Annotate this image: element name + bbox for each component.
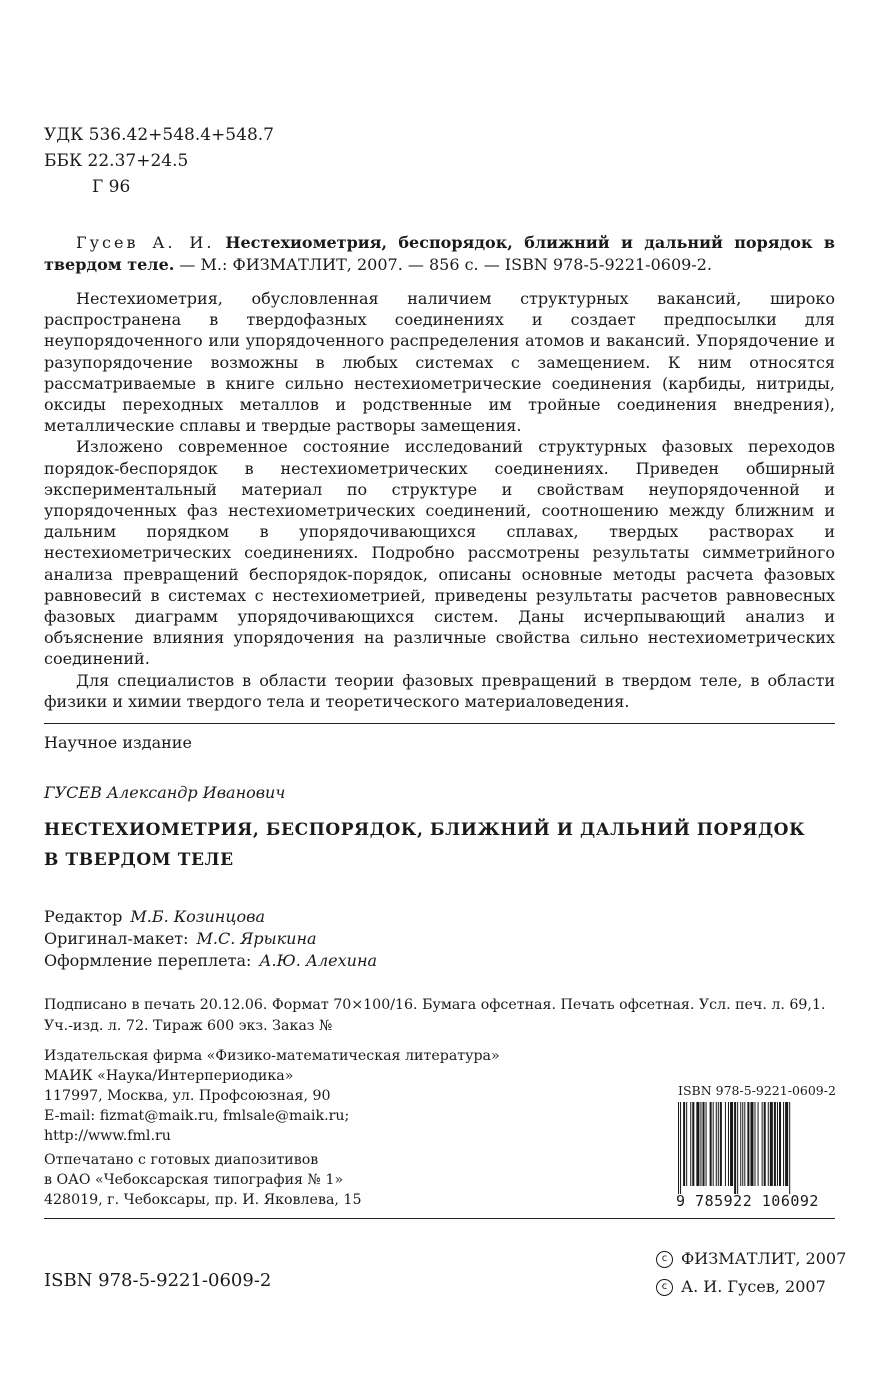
copyright-line bbox=[656, 1245, 846, 1273]
barcode-bar bbox=[770, 1102, 773, 1186]
publisher-line: 117997, Москва, ул. Профсоюзная, 90 bbox=[44, 1088, 331, 1104]
barcode-bar bbox=[755, 1102, 756, 1186]
barcode-bar bbox=[730, 1102, 733, 1186]
barcode-bar bbox=[696, 1102, 699, 1186]
abstract-paragraph: Для специалистов в области теории фазовых превращений в твердом теле, в области физики и химии твердого тела и теоретического материаловедения. bbox=[44, 670, 835, 711]
barcode-bar bbox=[785, 1102, 788, 1186]
publisher-website: http://www.fml.ru bbox=[44, 1128, 171, 1144]
printer-line: Отпечатано с готовых диапозитивов bbox=[44, 1152, 319, 1168]
publisher-email: E-mail: fizmat@maik.ru, fmlsale@maik.ru; bbox=[44, 1108, 350, 1124]
barcode-bar bbox=[758, 1102, 759, 1186]
credit-name: М.С. Ярыкина bbox=[196, 929, 317, 948]
edition-type: Научное издание bbox=[44, 733, 192, 752]
book-title-line: В ТВЕРДОМ ТЕЛЕ bbox=[44, 850, 234, 870]
printer-line: 428019, г. Чебоксары, пр. И. Яковлева, 15 bbox=[44, 1192, 362, 1208]
credit-layout bbox=[44, 928, 377, 950]
copyright-icon: c bbox=[656, 1279, 673, 1296]
abstract bbox=[44, 288, 835, 712]
barcode-bars-icon bbox=[676, 1102, 836, 1194]
barcode-bar bbox=[750, 1102, 753, 1186]
barcode-bar bbox=[740, 1102, 741, 1186]
barcode-bar bbox=[686, 1102, 687, 1186]
book-title-line: НЕСТЕХИОМЕТРИЯ, БЕСПОРЯДОК, БЛИЖНИЙ И ДАЛЬНИЙ ПОРЯДОК bbox=[44, 820, 806, 840]
publisher-info bbox=[44, 1046, 500, 1146]
credit-cover-design bbox=[44, 950, 377, 972]
credits bbox=[44, 906, 377, 972]
isbn-barcode bbox=[676, 1083, 838, 1210]
barcode-bar bbox=[700, 1102, 701, 1186]
barcode-bar bbox=[720, 1102, 722, 1186]
barcode-bar bbox=[706, 1102, 707, 1186]
author-full-name: ГУСЕВ Александр Иванович bbox=[44, 783, 286, 802]
barcode-bar bbox=[764, 1102, 766, 1186]
copyright-icon: c bbox=[656, 1251, 673, 1268]
abstract-paragraph: Нестехиометрия, обусловленная наличием структурных вакансий, широко распространена в твердофазных соединениях и создает предпосылки для неупорядоченного или упорядоченного распределения атомов и вакансий. Упорядочение и разупорядочение возможны в любых системах с замещением. К ним относятся рассматриваемые в книге сильно нестехиометрические соединения (карбиды, нитриды, оксиды переходных металлов и родственные им тройные соединения внедрения), металлические сплавы и твердые растворы замещения. bbox=[44, 289, 835, 436]
barcode-bar bbox=[783, 1102, 784, 1186]
barcode-bar bbox=[710, 1102, 712, 1186]
barcode-bar bbox=[762, 1102, 763, 1186]
barcode-bar bbox=[680, 1102, 681, 1194]
author-mark: Г 96 bbox=[92, 177, 131, 197]
printer-info bbox=[44, 1150, 361, 1210]
biblio-author: Гусев А. И. bbox=[76, 233, 215, 252]
credit-name: М.Б. Козинцова bbox=[130, 907, 265, 926]
barcode-digits: 9 785922 106092 bbox=[676, 1192, 819, 1210]
bibliographic-record bbox=[44, 232, 835, 276]
barcode-bar bbox=[690, 1102, 691, 1186]
copyright-holder: А. И. Гусев, 2007 bbox=[681, 1277, 826, 1296]
barcode-bar bbox=[702, 1102, 704, 1186]
book-title bbox=[44, 815, 835, 875]
divider-bottom bbox=[44, 1218, 835, 1219]
barcode-bar bbox=[713, 1102, 714, 1186]
credit-name: А.Ю. Алехина bbox=[259, 951, 378, 970]
print-info bbox=[44, 995, 835, 1037]
copyright-line bbox=[656, 1273, 846, 1301]
barcode-bar bbox=[734, 1102, 736, 1194]
barcode-bar bbox=[768, 1102, 769, 1186]
barcode-bar bbox=[779, 1102, 781, 1186]
barcode-bar bbox=[718, 1102, 719, 1186]
barcode-bar bbox=[678, 1102, 679, 1194]
publisher-line: Издательская фирма «Физико-математическая литература» bbox=[44, 1048, 500, 1064]
copyright-holder: ФИЗМАТЛИТ, 2007 bbox=[681, 1249, 847, 1268]
credit-role: Оригинал-макет: bbox=[44, 929, 189, 948]
isbn-bottom: ISBN 978-5-9221-0609-2 bbox=[44, 1270, 272, 1291]
printer-line: в ОАО «Чебоксарская типография № 1» bbox=[44, 1172, 344, 1188]
copyrights bbox=[656, 1245, 846, 1301]
credit-editor bbox=[44, 906, 377, 928]
barcode-bar bbox=[716, 1102, 717, 1186]
barcode-bar bbox=[725, 1102, 726, 1186]
udk-code: УДК 536.42+548.4+548.7 bbox=[44, 125, 274, 145]
barcode-bar bbox=[728, 1102, 729, 1186]
barcode-bar bbox=[737, 1102, 738, 1194]
abstract-paragraph: Изложено современное состояние исследований структурных фазовых переходов порядок-беспорядок в нестехиометрических соединениях. Приведен обширный экспериментальный материал по структуре и свойствам неупорядоченной и упорядоченных фаз нестехиометрических соединений, соотношению между ближним и дальним порядком в упорядочивающихся сплавах, твердых растворах и нестехиометрических соединениях. Подробно рассмотрены результаты симметрийного анализа превращений беспорядок-порядок, описаны основные методы расчета фазовых равновесий в системах с нестехиометрией, приведены результаты расчетов равновесных фазовых диаграмм упорядочивающихся систем. Даны исчерпывающий анализ и объяснение влияния упорядочения на различные свойства сильно нестехиометрических соединений. bbox=[44, 437, 835, 669]
barcode-bar bbox=[789, 1102, 790, 1194]
credit-role: Оформление переплета: bbox=[44, 951, 252, 970]
barcode-bar bbox=[742, 1102, 743, 1186]
biblio-imprint: — М.: ФИЗМАТЛИТ, 2007. — 856 с. — ISBN 978-5-9221-0609-2. bbox=[179, 255, 712, 274]
bbk-code: ББК 22.37+24.5 bbox=[44, 151, 189, 171]
barcode-bar bbox=[692, 1102, 694, 1186]
barcode-bar bbox=[683, 1102, 685, 1186]
barcode-bar bbox=[747, 1102, 749, 1186]
print-info-line: Подписано в печать 20.12.06. Формат 70×100/16. Бумага офсетная. Печать офсетная. Усл. печ. л. 69,1. bbox=[44, 997, 826, 1013]
print-info-line: Уч.-изд. л. 72. Тираж 600 экз. Заказ № bbox=[44, 1018, 333, 1034]
barcode-bar bbox=[744, 1102, 745, 1186]
barcode-bar bbox=[777, 1102, 778, 1186]
barcode-isbn-label: ISBN 978-5-9221-0609-2 bbox=[678, 1083, 836, 1098]
publisher-line: МАИК «Наука/Интерпериодика» bbox=[44, 1068, 294, 1084]
credit-role: Редактор bbox=[44, 907, 123, 926]
biblio-title: Нестехиометрия, беспорядок, ближний и дальний порядок в твердом теле. bbox=[44, 233, 835, 274]
divider-top bbox=[44, 723, 835, 724]
barcode-bar bbox=[774, 1102, 776, 1186]
classification-codes bbox=[44, 122, 274, 200]
